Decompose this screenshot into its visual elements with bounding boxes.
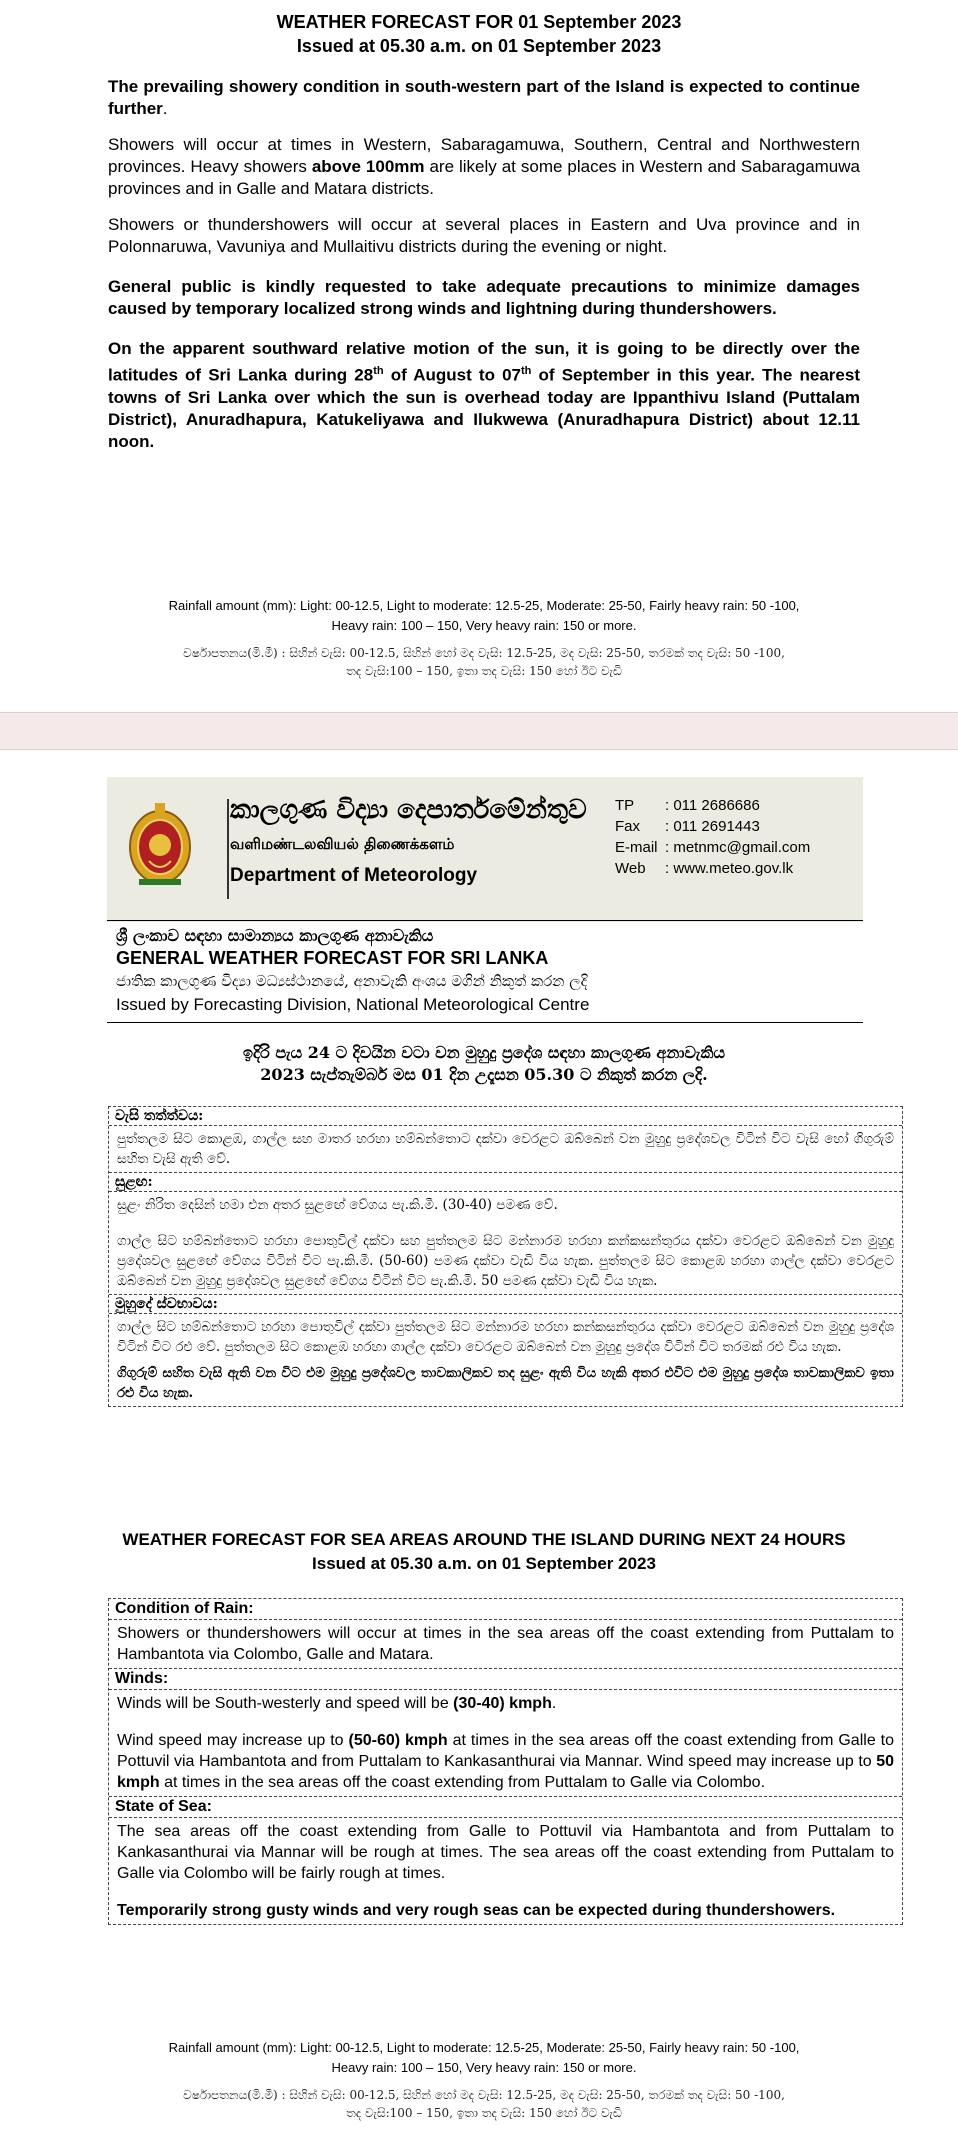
rainfall-legend-si-line-1: වර්ෂාපතනය(මි.මී) : සිහින් වැසි: 00-12.5, සිහින් හෝ මද වැසි: 12.5-25, මද වැසි: 25-50, තරමක් තද වැසි: 50 -100, (183, 2088, 785, 2102)
en-wind-1b: (30-40) kmph (453, 1695, 552, 1712)
sea-forecast-title-en (108, 1528, 860, 1576)
contact-tp (615, 795, 810, 816)
en-rain-heading: Condition of Rain: (109, 1599, 902, 1620)
contact-details (615, 795, 810, 879)
title-rule-top (107, 920, 863, 921)
contact-email (615, 837, 810, 858)
sea-forecast-table-en (108, 1598, 903, 1925)
page-separator (0, 712, 958, 750)
en-wind-1c: . (551, 1695, 557, 1712)
en-wind-2c: at times in the sea areas off the coast extending from Galle to Pottuvil via Hambantota and from Puttalam to Kankasanthurai via Mannar. Wind speed may increase up to (117, 1732, 894, 1770)
sri-lanka-emblem-icon (127, 799, 193, 887)
rainfall-legend-si-line-2: තද වැසි:100 – 150, ඉතා තද වැසි: 150 හෝ ඊට වැඩි (346, 2106, 622, 2120)
rainfall-legend-si-line-1: වර්ෂාපතනය(මි.මී) : සිහින් වැසි: 00-12.5, සිහින් හෝ මද වැසි: 12.5-25, මද වැසි: 25-50, තරමක් තද වැසි: 50 -100, (183, 646, 785, 660)
rainfall-legend-line-2: Heavy rain: 100 – 150, Very heavy rain: 150 or more. (331, 618, 637, 633)
banner-divider (227, 799, 229, 899)
sea-forecast-title-si-line-2: 2023 සැප්තැම්බර් මස 01 දින උදෑසන 05.30 ට නිකුත් කරන ලදි. (260, 1065, 708, 1084)
department-name-tamil: வளிமண்டலவியல் திணைக்களம் (230, 835, 455, 853)
paragraph-showers (108, 134, 860, 200)
si-sea-body-1: ගාල්ල සිට හම්බන්තොට හරහා පොතුවිල් දක්වා පුත්තලම සිට මන්නාරම හරහා කන්කසන්තුරය දක්වා වෙරළට ඔබ්බෙන් වන මුහුදු ප්‍රදේශ විටින් විට රළු වේ. පුත්තලම සිට කොළඹ හරහා ගාල්ල දක්වා වෙරළට ඔබ්බෙන් වන මුහුදු ප්‍රදේශ විටින් විට තරමක් රළු විය හැක. (117, 1319, 894, 1355)
contact-value: : metnmc@gmail.com (665, 839, 811, 856)
contact-label: Fax (615, 818, 641, 835)
issued-line: Issued at 05.30 a.m. on 01 September 2023 (296, 36, 662, 56)
general-forecast-title-en: GENERAL WEATHER FORECAST FOR SRI LANKA (116, 948, 549, 968)
sea-forecast-table-si (108, 1106, 903, 1407)
en-wind-2e: at times in the sea areas off the coast extending from Puttalam to Galle via Colombo. (159, 1774, 766, 1791)
si-sea-body (109, 1314, 902, 1406)
sea-forecast-title-en-line-2: Issued at 05.30 a.m. on 01 September 2023 (312, 1554, 656, 1573)
p2-text-c: are likely at some places in Western and Sabaragamuwa provinces and in Galle and Matara districts. (108, 157, 860, 198)
en-wind-2a: Wind speed may increase up to (117, 1732, 349, 1749)
contact-label: TP (615, 797, 635, 814)
contact-value: : 011 2686686 (665, 797, 760, 814)
department-name-english: Department of Meteorology (230, 865, 478, 886)
p2-bold: above 100mm (311, 157, 425, 176)
contact-label: Web (615, 860, 646, 877)
en-wind-2d: 50 kmph (117, 1753, 894, 1791)
rainfall-legend-en-2 (108, 2038, 860, 2078)
rainfall-legend-line-1: Rainfall amount (mm): Light: 00-12.5, Light to moderate: 12.5-25, Moderate: 25-50, Fairly heavy rain: 50 -100, (168, 2040, 800, 2055)
p5-text-c: of September in this year. The nearest towns of Sri Lanka over which the sun is overhead today are Ippanthivu Island (Puttalam District), Anuradhapura, Katukeliyawa and Ilukwewa (Anuradhapura District) about 12.11 noon. (108, 365, 860, 451)
forecast-title: WEATHER FORECAST FOR 01 September 2023 (276, 12, 682, 32)
en-sea-body (109, 1818, 902, 1924)
en-sea-body-1: The sea areas off the coast extending from Galle to Pottuvil via Hambantota and from Puttalam to Kankasanthurai via Mannar will be rough at times. The sea areas off the coast extending from Puttalam to Galle via Colombo will be fairly rough at times. (117, 1823, 894, 1882)
general-forecast-heading (116, 924, 856, 1016)
en-wind-body (109, 1690, 902, 1797)
page-title (0, 10, 958, 58)
en-sea-heading: State of Sea: (109, 1797, 902, 1818)
rainfall-legend-si-2 (108, 2086, 860, 2122)
forecast-page-1 (0, 0, 958, 712)
sea-forecast-title-si (108, 1042, 860, 1086)
general-forecast-title-si: ශ්‍රී ලංකාව සඳහා සාමාන්‍යය කාලගුණ අනාවැකිය (116, 926, 434, 945)
paragraph-prevailing (108, 76, 860, 120)
p5-sup-2: th (521, 365, 532, 377)
p5-text-b: of August to 07 (383, 365, 521, 385)
forecast-page-2 (0, 750, 958, 2131)
en-wind-body-1 (117, 1693, 894, 1714)
rainfall-legend-line-2: Heavy rain: 100 – 150, Very heavy rain: 150 or more. (331, 2060, 637, 2075)
contact-label: E-mail (615, 839, 658, 856)
en-wind-2b: (50-60) kmph (348, 1732, 448, 1749)
contact-value: : www.meteo.gov.lk (665, 860, 794, 877)
rainfall-legend-si (108, 644, 860, 680)
department-banner (107, 777, 863, 922)
rainfall-legend-line-1: Rainfall amount (mm): Light: 00-12.5, Light to moderate: 12.5-25, Moderate: 25-50, Fairly heavy rain: 50 -100, (168, 598, 800, 613)
si-wind-body-2: ගාල්ල සිට හම්බන්තොට හරහා පොතුවිල් දක්වා සහ පුත්තලම සිට මන්නාරම හරහා කන්කසන්තුරය දක්වා වෙරළට ඔබ්බෙන් වන මුහුදු ප්‍රදේශවල සුළඟේ වේගය විටින් විට පැ.කි.මී. (50-60) පමණ දක්වා වැඩි විය හැක. පුත්තලම සිට කොළඹ හරහා ගාල්ල දක්වා වෙරළට ඔබ්බෙන් වන මුහුදු ප්‍රදේශවල සුළඟේ වේගය විටින් විට පැ.කි.මී. 50 පමණ දක්වා වැඩි විය හැක. (117, 1233, 894, 1289)
en-sea-body-2: Temporarily strong gusty winds and very rough seas can be expected during thundershowers. (117, 1902, 836, 1919)
paragraph-thundershowers: Showers or thundershowers will occur at several places in Eastern and Uva province and in Polonnaruwa, Vavuniya and Mullaitivu districts during the evening or night. (108, 215, 860, 256)
contact-value: : 011 2691443 (665, 818, 760, 835)
contact-web (615, 858, 810, 879)
p2-text-a: Showers will occur at times in Western, Sabaragamuwa, Southern, Central and Northwestern provinces. Heavy showers (108, 135, 860, 176)
en-wind-body-2 (117, 1730, 894, 1793)
si-sea-body-2: ගිගුරුම් සහිත වැසි ඇති වන විට එම මුහුදු ප්‍රදේශවල තාවකාලිකව තද සුළං ඇති විය හැකි අතර එවිට එම මුහුදු ප්‍රදේශ තාවකාලිකව ඉතා රළු විය හැක. (117, 1365, 894, 1401)
en-rain-body: Showers or thundershowers will occur at times in the sea areas off the coast extending from Puttalam to Hambantota via Colombo, Galle and Matara. (109, 1620, 902, 1669)
paragraph-sun-motion (108, 338, 860, 453)
si-wind-body-1: සුළං නිරිත දෙසින් හමා එන අතර සුළඟේ වේගය පැ.කි.මී. (30-40) පමණ වේ. (117, 1197, 558, 1213)
si-sea-heading: මුහුදේ ස්වභාවය: (109, 1295, 902, 1314)
rainfall-legend-si-line-2: තද වැසි:100 – 150, ඉතා තද වැසි: 150 හෝ ඊට වැඩි (346, 664, 622, 678)
contact-fax (615, 816, 810, 837)
rainfall-legend-en (108, 596, 860, 636)
si-rain-body: පුත්තලම සිට කොළඹ, ගාල්ල සහ මාතර හරහා හම්බන්තොට දක්වා වෙරළට ඔබ්බෙන් වන මුහුදු ප්‍රදේශවල විටින් විට වැසි හෝ ගිගුරුම් සහිත වැසි ඇති වේ. (109, 1126, 902, 1173)
p5-sup-1: th (373, 365, 384, 377)
paragraph-precautions: General public is kindly requested to take adequate precautions to minimize damages caused by temporary localized strong winds and lightning during thundershowers. (108, 277, 860, 318)
en-wind-heading: Winds: (109, 1669, 902, 1690)
issued-by-si: ජාතික කාලගුණ විද්‍යා මධ්‍යස්ථානයේ, අනාවැකි අංශය මගින් නිකුත් කරන ලදි (116, 972, 588, 990)
issued-by-en: Issued by Forecasting Division, National Meteorological Centre (116, 995, 590, 1014)
p1-end: . (162, 99, 168, 118)
si-wind-body (109, 1192, 902, 1295)
si-wind-heading: සුළඟ: (109, 1173, 902, 1192)
department-name-sinhala: කාලගුණ විද්‍යා දෙපාර්තමේන්තුව (230, 795, 587, 825)
sea-forecast-title-si-line-1: ඉදිරි පැය 24 ට දිවයින වටා වන මුහුදු ප්‍රදේශ සඳහා කාලගුණ අනාවැකිය (243, 1043, 725, 1062)
title-rule-bottom (107, 1022, 863, 1023)
si-rain-heading: වැසි තත්ත්වය: (109, 1107, 902, 1126)
p1-text: The prevailing showery condition in south-western part of the Island is expected to continue further (108, 77, 860, 118)
sea-forecast-title-en-line-1: WEATHER FORECAST FOR SEA AREAS AROUND THE ISLAND DURING NEXT 24 HOURS (122, 1530, 846, 1549)
en-wind-1a: Winds will be South-westerly and speed will be (117, 1695, 454, 1712)
p5-text-a: On the apparent southward relative motion of the sun, it is going to be directly over the latitudes of Sri Lanka during 28 (108, 339, 860, 385)
